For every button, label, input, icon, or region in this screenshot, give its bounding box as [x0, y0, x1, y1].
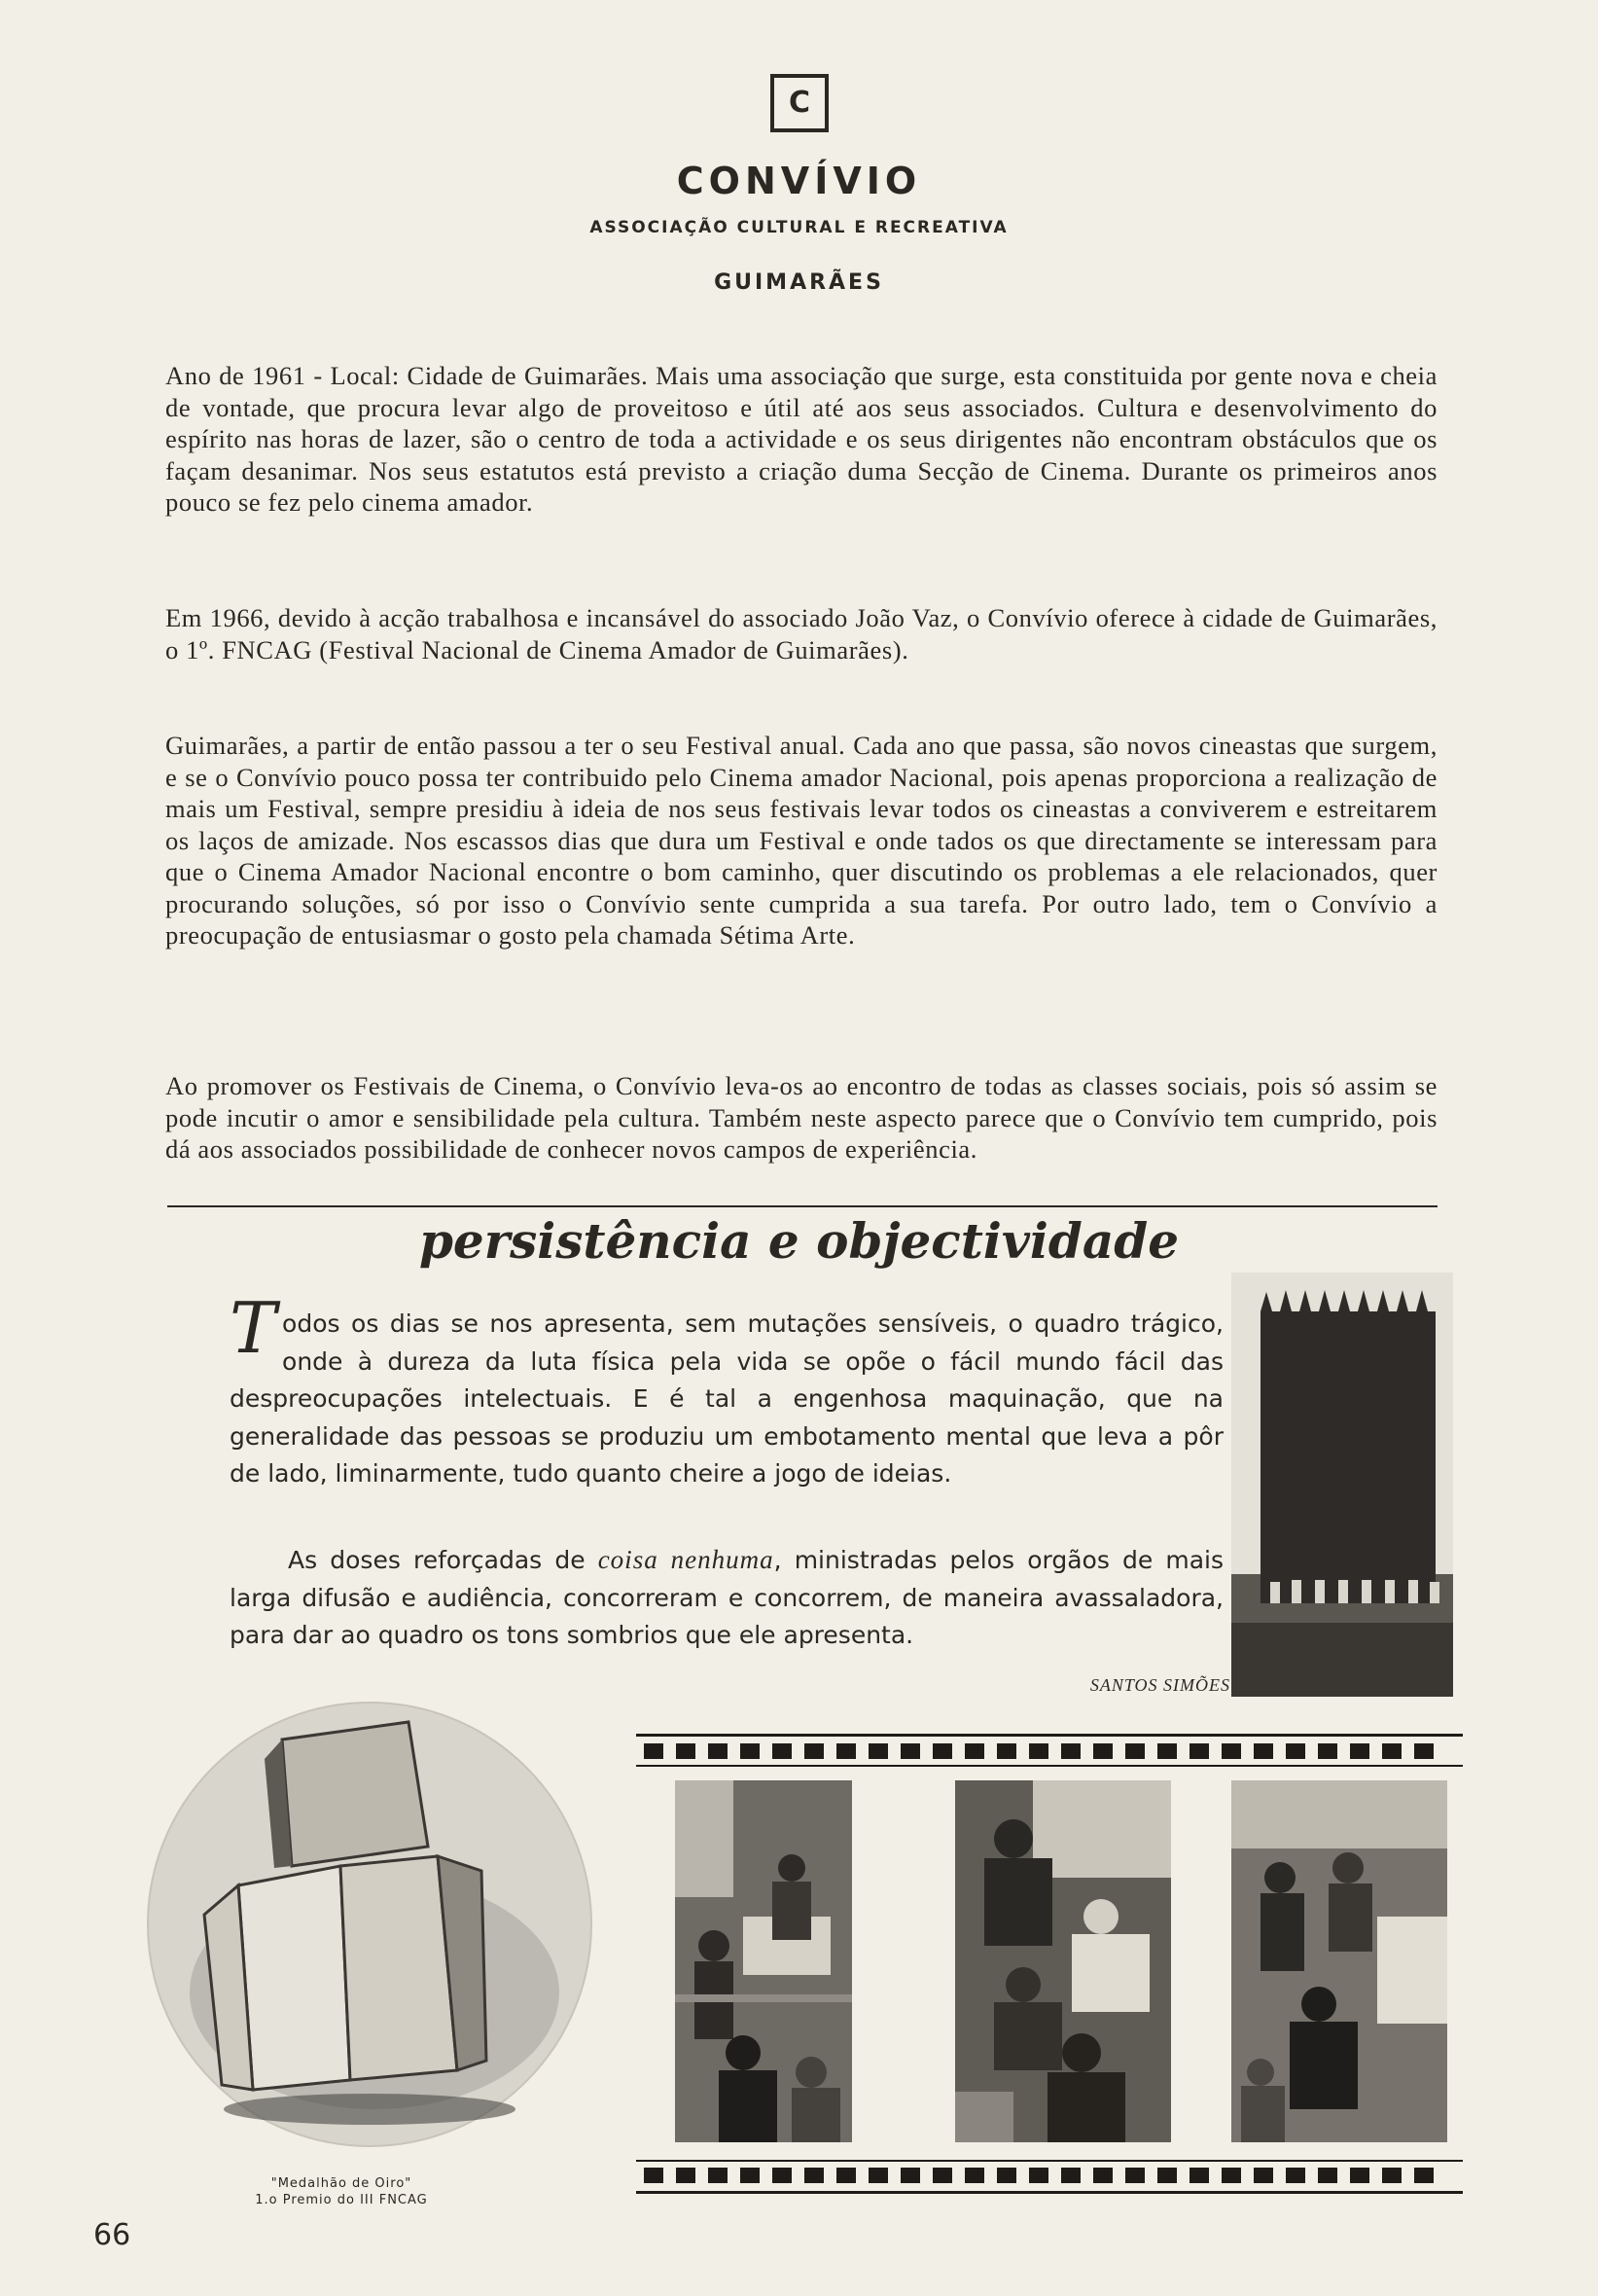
italic-phrase: coisa nenhuma [597, 1545, 774, 1574]
event-photo [1231, 1780, 1447, 2142]
article-paragraph-text: , ministradas pelos orgãos de mais larga difusão e audiência, concorreram e concorrem, de maneira avassaladora, para dar ao quadro os tons sombrios que ele apresenta. [230, 1546, 1224, 1649]
film-perforations [636, 1743, 1441, 1759]
article-paragraph-text: As doses reforçadas de [288, 1546, 598, 1574]
page-number: 66 [93, 2218, 131, 2252]
article-author: SANTOS SIMÕES [1089, 1675, 1230, 1695]
article-paragraph [230, 1287, 1224, 1493]
event-photo [675, 1780, 852, 2142]
article-paragraph-text: odos os dias se nos apresenta, sem mutações sensíveis, o quadro trágico, onde à dureza da luta física pela vida se opõe o fácil mundo fácil das despreocupações intelectuais. E é tal a engenhosa maquinação, que na generalidade das pessoas se produziu um embotamento mental que leva a pôr de lado, liminarmente, tudo quanto cheire a jogo de ideias. [230, 1309, 1224, 1488]
section-divider [167, 1205, 1438, 1207]
film-perforations [636, 2168, 1441, 2183]
intro-paragraph: Em 1966, devido à acção trabalhosa e incansável do associado João Vaz, o Convívio oferece à cidade de Guimarães, o 1º. FNCAG (Festival Nacional de Cinema Amador de Guimarães). [165, 603, 1438, 664]
logo-letter: C [788, 86, 811, 120]
medal-caption-line: 1.o Premio do III FNCAG [255, 2193, 428, 2207]
medal-photo [146, 1701, 593, 2148]
castle-tower-photo [1231, 1273, 1453, 1697]
association-subtitle: ASSOCIAÇÃO CULTURAL E RECREATIVA [589, 218, 1009, 237]
logo-emblem [770, 74, 829, 132]
drop-cap: T [230, 1287, 277, 1369]
intro-paragraph: Guimarães, a partir de então passou a ter o seu Festival anual. Cada ano que passa, são novos cineastas que surgem, e se o Convívio pouco possa ter contribuido pelo Cinema amador Nacional, pois apenas proporciona a realização de mais um Festival, sempre presidiu à ideia de nos seus festivais levar todos os cineastas a conviverem e estreitarem os laços de amizade. Nos escassos dias que dura um Festival e onde tados os que directamente se interessam para que o Cinema Amador Nacional encontre o bom caminho, quer discutindo os problemas a ele relacionados, quer procurando soluções, só por isso o Convívio sente cumprida a sua tarefa. Por outro lado, tem o Convívio a preocupação de entusiasmar o gosto pela chamada Sétima Arte. [165, 731, 1438, 950]
article-title: persistência e objectividade [418, 1212, 1180, 1270]
intro-paragraph: Ano de 1961 - Local: Cidade de Guimarães. Mais uma associação que surge, esta constituida por gente nova e cheia de vontade, que procura levar algo de proveitoso e útil até aos seus associados. Cultura e desenvolvimento do espírito nas horas de lazer, são o centro de toda a actividade e os seus dirigentes não encontram obstáculos que os façam desanimar. Nos seus estatutos está previsto a criação duma Secção de Cinema. Durante os primeiros anos pouco se fez pelo cinema amador. [165, 361, 1438, 517]
medal-caption-line: "Medalhão de Oiro" [270, 2176, 412, 2191]
intro-paragraph: Ao promover os Festivais de Cinema, o Convívio leva-os ao encontro de todas as classes sociais, pois só assim se pode incutir o amor e sensibilidade pela cultura. Também neste aspecto parece que o Convívio tem cumprido, pois dá aos associados possibilidade de conhecer novos campos de experiência. [165, 1071, 1438, 1164]
city-name: GUIMARÃES [714, 270, 884, 295]
film-strip [636, 1734, 1463, 2195]
article-paragraph [230, 1541, 1224, 1655]
event-photo [955, 1780, 1171, 2142]
page-title: CONVÍVIO [676, 160, 922, 202]
